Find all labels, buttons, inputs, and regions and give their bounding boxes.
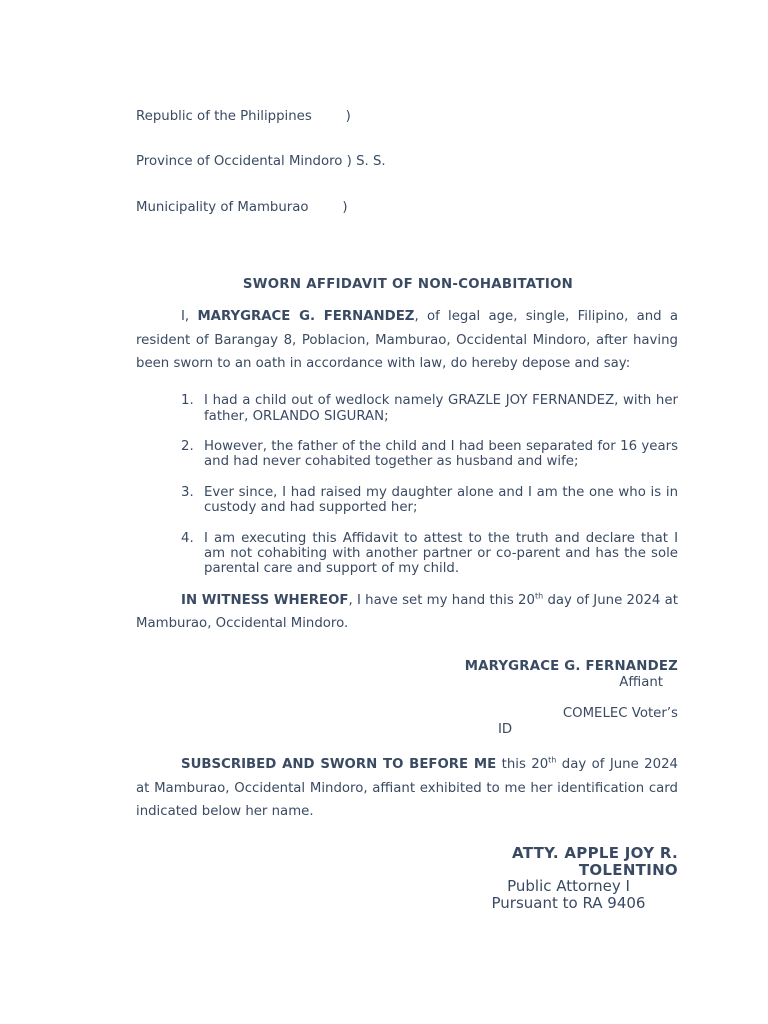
subscribed-pre: this 20 (496, 757, 549, 773)
affidavit-page (136, 78, 678, 911)
witness-post: day of June 2024 at Mamburao, Occidental Mindoro. (136, 592, 678, 632)
subscribed-paragraph (136, 753, 678, 823)
subscribed-lead: SUBSCRIBED AND SWORN TO BEFORE ME (181, 757, 497, 773)
affiant-id-line2: ID (498, 721, 513, 737)
venue-line-municipality: Municipality of Mamburao ) (136, 200, 348, 216)
venue-line-province: Province of Occidental Mindoro ) S. S. (136, 154, 386, 170)
statement-list (136, 393, 678, 577)
intro-pre: I, (181, 309, 198, 325)
affiant-id-line1: COMELEC Voter’s (562, 706, 678, 722)
list-item-number: 4. (181, 530, 194, 546)
subscribed-post: day of June 2024 at Mamburao, Occidental Mindoro, affiant exhibited to me her identification card indicated below her name. (136, 757, 678, 819)
venue-line-republic: Republic of the Philippines ) (136, 108, 351, 124)
witness-paragraph (136, 589, 678, 636)
intro-post: , of legal age, single, Filipino, and a resident of Barangay 8, Poblacion, Mamburao, Occidental Mindoro, after having been sworn to an oath in accordance with law, do hereby depose and say: (136, 309, 679, 371)
affiant-signature-block (136, 659, 678, 690)
witness-ordinal: th (534, 591, 544, 601)
list-item (136, 393, 678, 424)
list-item (136, 439, 678, 470)
witness-lead: IN WITNESS WHEREOF (181, 592, 349, 608)
venue-block (136, 78, 678, 246)
list-item-text: I had a child out of wedlock namely GRAZLE JOY FERNANDEZ, with her father, ORLANDO SIGURAN; (204, 393, 678, 424)
affiant-role: Affiant (619, 674, 663, 690)
subscribed-ordinal: th (548, 755, 557, 765)
intro-paragraph (136, 305, 678, 375)
list-item (136, 485, 678, 516)
notary-name-block (136, 845, 678, 878)
document-title: SWORN AFFIDAVIT OF NON-COHABITATION (242, 277, 574, 293)
notary-title: Public Attorney I (507, 877, 630, 896)
notary-basis: Pursuant to RA 9406 (491, 893, 646, 912)
affiant-name: MARYGRACE G. FERNANDEZ (464, 659, 678, 675)
witness-pre: , I have set my hand this 20 (348, 592, 535, 608)
list-item-text: I am executing this Affidavit to attest to the truth and declare that I am not cohabiting with another partner or co-parent and has the sole parental care and support of my child. (204, 530, 678, 577)
notary-name-line1: ATTY. APPLE JOY R. (512, 844, 678, 863)
list-item-text: However, the father of the child and I had been separated for 16 years and had never cohabited together as husband and wife; (204, 438, 678, 470)
list-item-text: Ever since, I had raised my daughter alone and I am the one who is in custody and had supported her; (204, 484, 678, 516)
list-item (136, 531, 678, 577)
list-item-number: 2. (181, 438, 194, 454)
affiant-id-block (498, 706, 678, 737)
affiant-name-inline: MARYGRACE G. FERNANDEZ (197, 309, 415, 325)
notary-title-block (481, 878, 656, 911)
list-item-number: 1. (181, 393, 194, 409)
list-item-number: 3. (181, 484, 194, 500)
notary-name-line2: TOLENTINO (578, 860, 678, 879)
